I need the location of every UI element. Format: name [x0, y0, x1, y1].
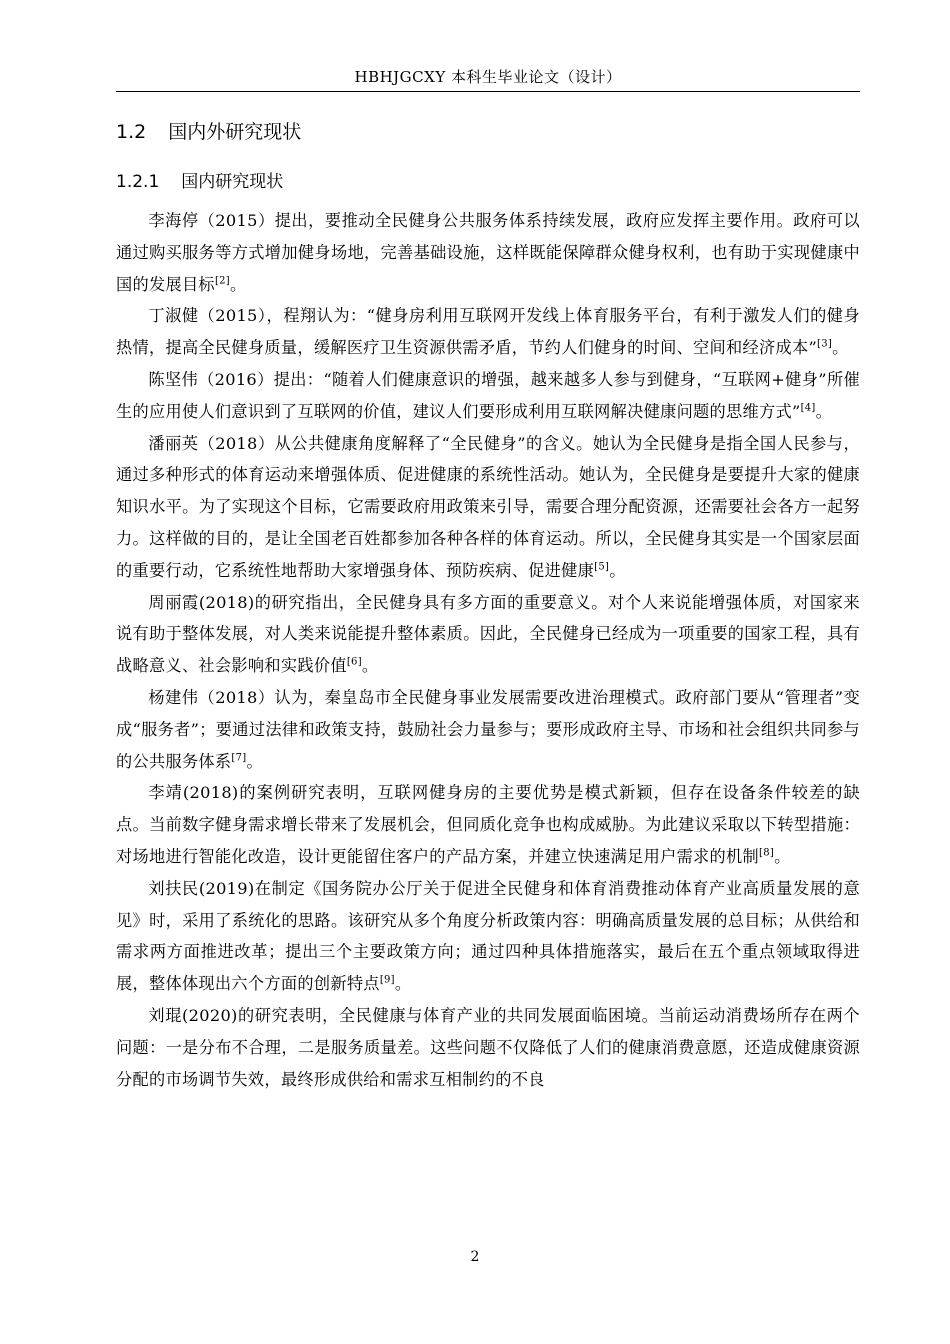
subsection-number: 1.2.1 [116, 172, 160, 192]
paragraph-text: 周丽霞(2018)的研究指出，全民健身具有多方面的重要意义。对个人来说能增强体质，对国家来说有助于整体发展，对人类来说能提升整体素质。因此，全民健身已经成为一项重要的国家工程，具有战略意义、社会影响和实践价值 [116, 592, 860, 676]
paragraph-end: 。 [774, 846, 791, 866]
citation-ref: [4] [800, 402, 816, 414]
paragraph-end: 。 [230, 274, 247, 294]
paragraph-end: 。 [246, 751, 263, 771]
citation-ref: [7] [231, 752, 247, 764]
paragraph-text: 杨建伟（2018）认为，秦皇岛市全民健身事业发展需要改进治理模式。政府部门要从“管理者”变成“服务者”；要通过法律和政策支持，鼓励社会力量参与；要形成政府主导、市场和社会组织共同参与的公共服务体系 [116, 687, 860, 771]
paragraph-text: 李靖(2018)的案例研究表明，互联网健身房的主要优势是模式新颖，但存在设备条件较差的缺点。当前数字健身需求增长带来了发展机会，但同质化竞争也构成威胁。为此建议采取以下转型措施：对场地进行智能化改造，设计更能留住客户的产品方案，并建立快速满足用户需求的机制 [116, 783, 860, 866]
paragraph [116, 364, 860, 428]
paragraph [116, 777, 860, 872]
section-heading [116, 119, 301, 145]
citation-ref: [2] [214, 275, 231, 287]
citation-ref: [9] [379, 974, 395, 986]
paragraph [116, 205, 860, 300]
paragraph-end: 。 [361, 656, 379, 676]
subsection-heading [116, 170, 283, 194]
paragraph-text: 刘扶民(2019)在制定《国务院办公厅关于促进全民健身和体育消费推动体育产业高质量发展的意见》时，采用了系统化的思路。该研究从多个角度分析政策内容：明确高质量发展的总目标；从供给和需求两方面推进改革；提出三个主要政策方向；通过四种具体措施落实，最后在五个重点领域取得进展，整体体现出六个方面的创新特点 [116, 878, 860, 994]
paragraph-end: 。 [832, 338, 849, 358]
paragraph [116, 682, 860, 777]
section-number: 1.2 [116, 121, 147, 143]
header-rule [116, 91, 860, 92]
paragraph-end: 。 [815, 401, 833, 421]
paragraph-text: 李海停（2015）提出，要推动全民健身公共服务体系持续发展，政府应发挥主要作用。政府可以通过购买服务等方式增加健身场地，完善基础设施，这样既能保障群众健身权利，也有助于实现健康中国的发展目标 [116, 211, 860, 294]
paragraph-text: 陈坚伟（2016）提出：“随着人们健康意识的增强，越来越多人参与到健身，“互联网+健身”所催生的应用使人们意识到了互联网的价值，建议人们要形成利用互联网解决健康问题的思维方式” [116, 369, 860, 421]
body-text [116, 205, 860, 1095]
paragraph [116, 1000, 860, 1095]
paragraph [116, 873, 860, 1000]
paragraph [116, 428, 860, 587]
paragraph [116, 587, 860, 682]
running-header: HBHJGCXY 本科生毕业论文（设计） [354, 68, 622, 86]
paragraph-text: 丁淑健（2015），程翔认为：“健身房利用互联网开发线上体育服务平台，有利于激发人们的健身热情，提高全民健身质量，缓解医疗卫生资源供需矛盾，节约人们健身的时间、空间和经济成本” [116, 306, 860, 358]
section-title: 国内外研究现状 [168, 121, 302, 143]
paragraph-end: 。 [394, 974, 412, 994]
paragraph [116, 300, 860, 364]
subsection-title: 国内研究现状 [181, 172, 284, 192]
paragraph-end: 。 [609, 560, 626, 580]
citation-ref: [3] [817, 338, 833, 350]
page-number: 2 [470, 1249, 480, 1265]
paragraph-text: 潘丽英（2018）从公共健康角度解释了“全民健身”的含义。她认为全民健身是指全国人民参与，通过多种形式的体育运动来增强体质、促进健康的系统性活动。她认为，全民健身是要提升大家的健康知识水平。为了实现这个目标，它需要政府用政策来引导，需要合理分配资源，还需要社会各方一起努力。这样做的目的，是让全国老百姓都参加各种各样的体育运动。所以，全民健身其实是一个国家层面的重要行动，它系统性地帮助大家增强身体、预防疾病、促进健康 [116, 433, 860, 580]
citation-ref: [5] [594, 561, 610, 573]
citation-ref: [8] [759, 847, 775, 859]
paragraph-text: 刘琨(2020)的研究表明，全民健康与体育产业的共同发展面临困境。当前运动消费场所存在两个问题：一是分布不合理，二是服务质量差。这些问题不仅降低了人们的健康消费意愿，还造成健康资源分配的市场调节失效，最终形成供给和需求互相制约的不良 [116, 1005, 860, 1089]
citation-ref: [6] [346, 656, 362, 668]
